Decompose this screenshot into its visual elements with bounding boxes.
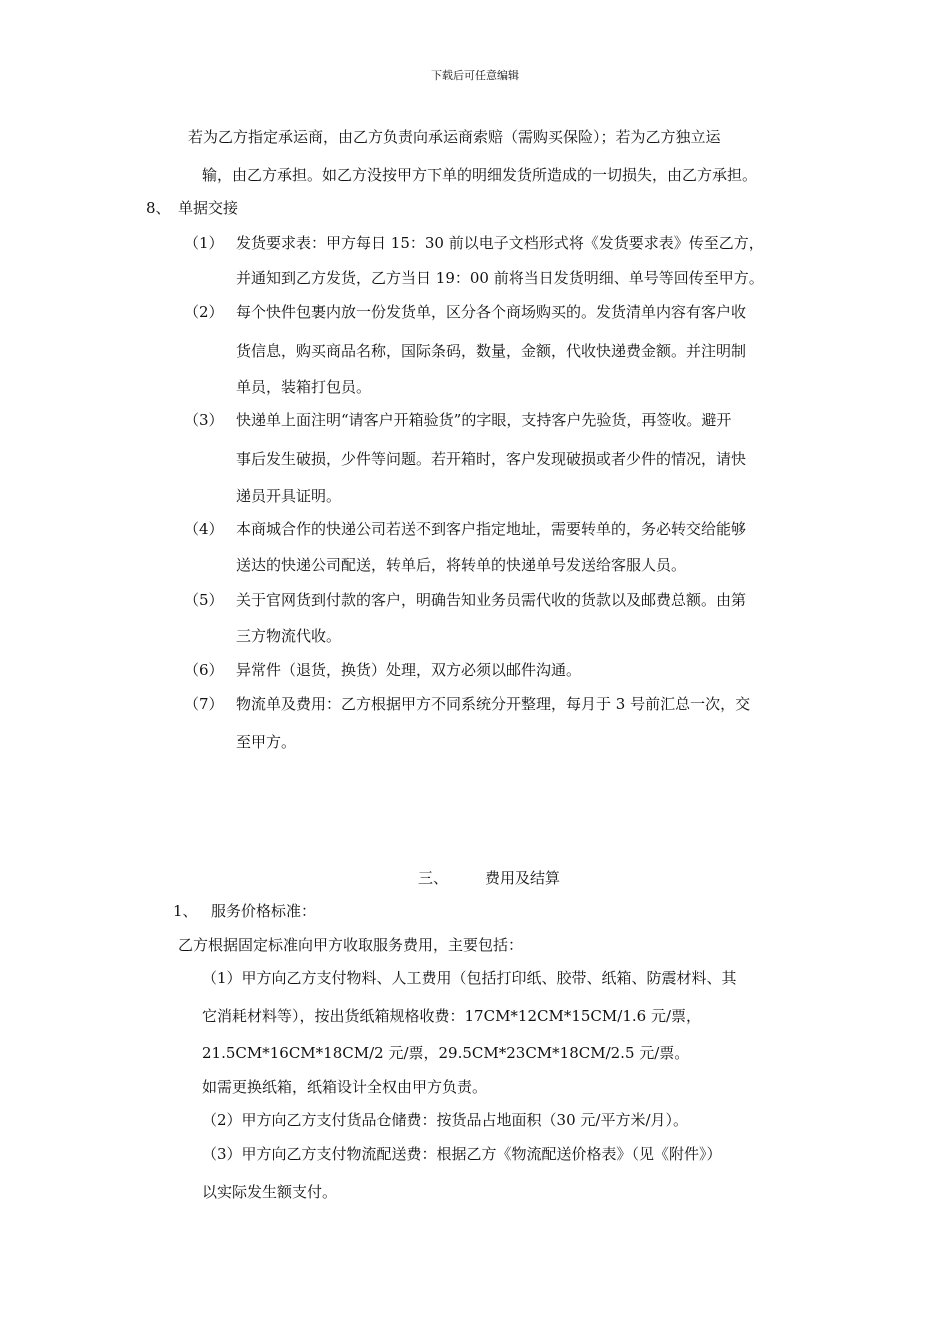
item-3-line-3: 递员开具证明。 (236, 487, 342, 505)
page-header: 下载后可任意编辑 (431, 69, 519, 82)
item-7-line-2: 至甲方。 (236, 733, 297, 751)
item-4-line-1: 本商城合作的快递公司若送不到客户指定地址，需要转单的，务必转交给能够 (236, 520, 747, 538)
item-7-number: （7） (184, 695, 224, 713)
item-1-number: （1） (184, 234, 224, 252)
intro-line-1: 若为乙方指定承运商，由乙方负责向承运商索赔（需购买保险）；若为乙方独立运 (188, 128, 721, 146)
item-6-line-1: 异常件（退货，换货）处理，双方必须以邮件沟通。 (236, 661, 582, 679)
item-5-number: （5） (184, 591, 224, 609)
intro-line-2: 输，由乙方承担。如乙方没按甲方下单的明细发货所造成的一切损失，由乙方承担。 (202, 166, 758, 184)
fee-lead: 乙方根据固定标准向甲方收取服务费用，主要包括： (178, 936, 524, 954)
item-7-line-1: 物流单及费用：乙方根据甲方不同系统分开整理，每月于 3 号前汇总一次，交 (236, 695, 751, 713)
fee-line-4: 如需更换纸箱，纸箱设计全权由甲方负责。 (202, 1078, 488, 1096)
fee-line-1: （1）甲方向乙方支付物料、人工费用（包括打印纸、胶带、纸箱、防震材料、其 (202, 969, 737, 987)
item-3-number: （3） (184, 411, 224, 429)
fee-line-2: 它消耗材料等），按出货纸箱规格收费：17CM*12CM*15CM/1.6 元/票， (202, 1007, 702, 1025)
fee-line-6: （3）甲方向乙方支付物流配送费：根据乙方《物流配送价格表》（见《附件》） (202, 1145, 722, 1163)
fee-line-3: 21.5CM*16CM*18CM/2 元/票，29.5CM*23CM*18CM/2.5 元/票。 (202, 1044, 690, 1062)
fee-line-5: （2）甲方向乙方支付货品仓储费：按货品占地面积（30 元/平方米/月）。 (202, 1111, 689, 1129)
item-5-line-1: 关于官网货到付款的客户，明确告知业务员需代收的货款以及邮费总额。由第 (236, 591, 747, 609)
item-5-line-2: 三方物流代收。 (236, 627, 342, 645)
item-4-number: （4） (184, 520, 224, 538)
sub1-number: 1、 (173, 902, 198, 920)
item-2-number: （2） (184, 303, 224, 321)
section3-title: 费用及结算 (485, 869, 561, 887)
item-1-line-1: 发货要求表：甲方每日 15：30 前以电子文档形式将《发货要求表》传至乙方， (236, 234, 764, 252)
fee-line-7: 以实际发生额支付。 (202, 1183, 338, 1201)
item-2-line-3: 单员，装箱打包员。 (236, 378, 372, 396)
item-4-line-2: 送达的快递公司配送，转单后，将转单的快递单号发送给客服人员。 (236, 556, 687, 574)
item-2-line-2: 货信息，购买商品名称，国际条码，数量，金额，代收快递费金额。并注明制 (236, 342, 747, 360)
section8-number: 8、 (146, 199, 171, 217)
sub1-title: 服务价格标准： (211, 902, 317, 920)
item-1-line-2: 并通知到乙方发货，乙方当日 19：00 前将当日发货明细、单号等回传至甲方。 (236, 269, 764, 287)
item-6-number: （6） (184, 661, 224, 679)
item-3-line-1: 快递单上面注明“请客户开箱验货”的字眼，支持客户先验货，再签收。避开 (236, 411, 732, 429)
section8-title: 单据交接 (178, 199, 239, 217)
item-3-line-2: 事后发生破损，少件等问题。若开箱时，客户发现破损或者少件的情况，请快 (236, 450, 747, 468)
section3-number: 三、 (418, 869, 449, 887)
item-2-line-1: 每个快件包裹内放一份发货单，区分各个商场购买的。发货清单内容有客户收 (236, 303, 747, 321)
